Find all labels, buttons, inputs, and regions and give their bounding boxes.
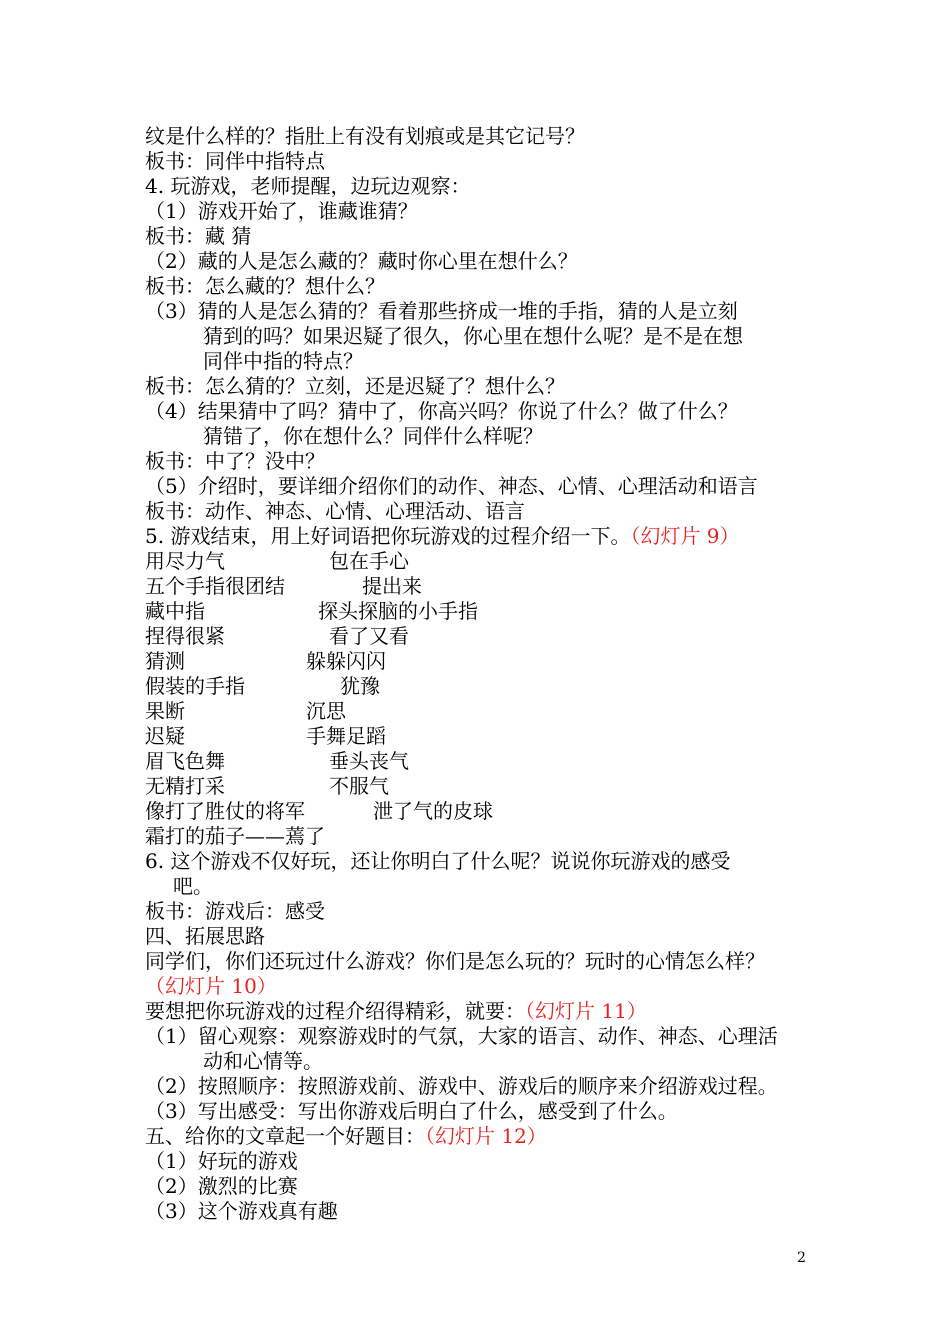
word-right: 包在手心 — [329, 549, 409, 573]
word-pair-row — [145, 574, 422, 599]
question-item-continued: 猜错了，你在想什么？同伴什么样呢？ — [203, 424, 543, 448]
board-note: 板书：藏 猜 — [145, 224, 252, 248]
board-note: 板书：游戏后：感受 — [145, 899, 325, 923]
word-right: 手舞足蹈 — [306, 724, 386, 748]
word-left: 五个手指很团结 — [145, 574, 285, 598]
word-left: 捏得很紧 — [145, 624, 225, 648]
list-item-continued: 动和心情等。 — [203, 1049, 323, 1073]
question-item: （2）藏的人是怎么藏的？藏时你心里在想什么？ — [145, 249, 578, 273]
word-right: 不服气 — [329, 774, 389, 798]
slide-reference: （幻灯片 12） — [425, 1124, 547, 1148]
question-item: （3）猜的人是怎么猜的？看着那些挤成一堆的手指，猜的人是立刻 — [145, 299, 738, 323]
question-item-continued: 同伴中指的特点？ — [203, 349, 363, 373]
text-line: 同学们，你们还玩过什么游戏？你们是怎么玩的？玩时的心情怎么样？ — [145, 949, 765, 973]
heading-text: 五、给你的文章起一个好题目： — [145, 1124, 425, 1148]
word-pair-row — [145, 799, 493, 824]
text-line: 纹是什么样的？指肚上有没有划痕或是其它记号？ — [145, 124, 585, 148]
text-line — [145, 999, 647, 1024]
word-pair-row — [145, 749, 409, 774]
question-item: （1）游戏开始了，谁藏谁猜？ — [145, 199, 418, 223]
slide-reference: （幻灯片 9） — [630, 524, 740, 548]
word-left: 果断 — [145, 699, 185, 723]
word-left: 用尽力气 — [145, 549, 225, 573]
step-text: 5. 游戏结束，用上好词语把你玩游戏的过程介绍一下。 — [145, 524, 631, 548]
word-left: 眉飞色舞 — [145, 749, 225, 773]
text-segment: 要想把你玩游戏的过程介绍得精彩，就要： — [145, 999, 525, 1023]
board-note: 板书：怎么藏的？想什么？ — [145, 274, 385, 298]
board-note: 板书：怎么猜的？立刻，还是迟疑了？想什么？ — [145, 374, 565, 398]
page-number: 2 — [797, 1250, 806, 1266]
word-pair-row — [145, 624, 409, 649]
word-right: 躲躲闪闪 — [306, 649, 386, 673]
list-item: （3）写出感受：写出你游戏后明白了什么，感受到了什么。 — [145, 1099, 678, 1123]
word-left: 假装的手指 — [145, 674, 245, 698]
word-left: 猜测 — [145, 649, 185, 673]
word-right: 垂头丧气 — [329, 749, 409, 773]
word-right: 提出来 — [362, 574, 422, 598]
step-heading-continued: 吧。 — [173, 874, 213, 898]
word-pair-row — [145, 774, 389, 799]
board-note: 板书：中了？没中？ — [145, 449, 325, 473]
word-right: 看了又看 — [329, 624, 409, 648]
step-heading: 6. 这个游戏不仅好玩，还让你明白了什么呢？说说你玩游戏的感受 — [145, 849, 731, 873]
word-left: 像打了胜仗的将军 — [145, 799, 305, 823]
slide-reference: （幻灯片 10） — [145, 974, 277, 998]
word-right: 沉思 — [306, 699, 346, 723]
word-right: 犹豫 — [340, 674, 380, 698]
word-pair-row — [145, 549, 409, 574]
word-pair-row — [145, 699, 346, 724]
list-item: （3）这个游戏真有趣 — [145, 1199, 338, 1223]
word-left: 迟疑 — [145, 724, 185, 748]
question-item-continued: 猜到的吗？如果迟疑了很久，你心里在想什么呢？是不是在想 — [203, 324, 743, 348]
word-pair-row — [145, 649, 386, 674]
question-item: （4）结果猜中了吗？猜中了，你高兴吗？你说了什么？做了什么？ — [145, 399, 738, 423]
list-item: （2）按照顺序：按照游戏前、游戏中、游戏后的顺序来介绍游戏过程。 — [145, 1074, 778, 1098]
section-heading — [145, 1124, 547, 1149]
word-right: 探头探脑的小手指 — [318, 599, 478, 623]
board-note: 板书：动作、神态、心情、心理活动、语言 — [145, 499, 525, 523]
step-heading — [145, 524, 740, 549]
word-pair-row — [145, 674, 380, 699]
word-pair-row — [145, 599, 478, 624]
question-item: （5）介绍时，要详细介绍你们的动作、神态、心情、心理活动和语言 — [145, 474, 758, 498]
list-item: （1）好玩的游戏 — [145, 1149, 298, 1173]
slide-reference: （幻灯片 11） — [525, 999, 647, 1023]
board-note: 板书：同伴中指特点 — [145, 149, 325, 173]
list-item: （1）留心观察：观察游戏时的气氛，大家的语言、动作、神态、心理活 — [145, 1024, 778, 1048]
word-right: 泄了气的皮球 — [373, 799, 493, 823]
step-heading: 4. 玩游戏，老师提醒，边玩边观察： — [145, 174, 471, 198]
word-left: 藏中指 — [145, 599, 205, 623]
list-item: （2）激烈的比赛 — [145, 1174, 298, 1198]
word-phrase: 霜打的茄子——蔫了 — [145, 824, 325, 848]
section-heading: 四、拓展思路 — [145, 924, 265, 948]
word-pair-row — [145, 724, 386, 749]
word-left: 无精打采 — [145, 774, 225, 798]
